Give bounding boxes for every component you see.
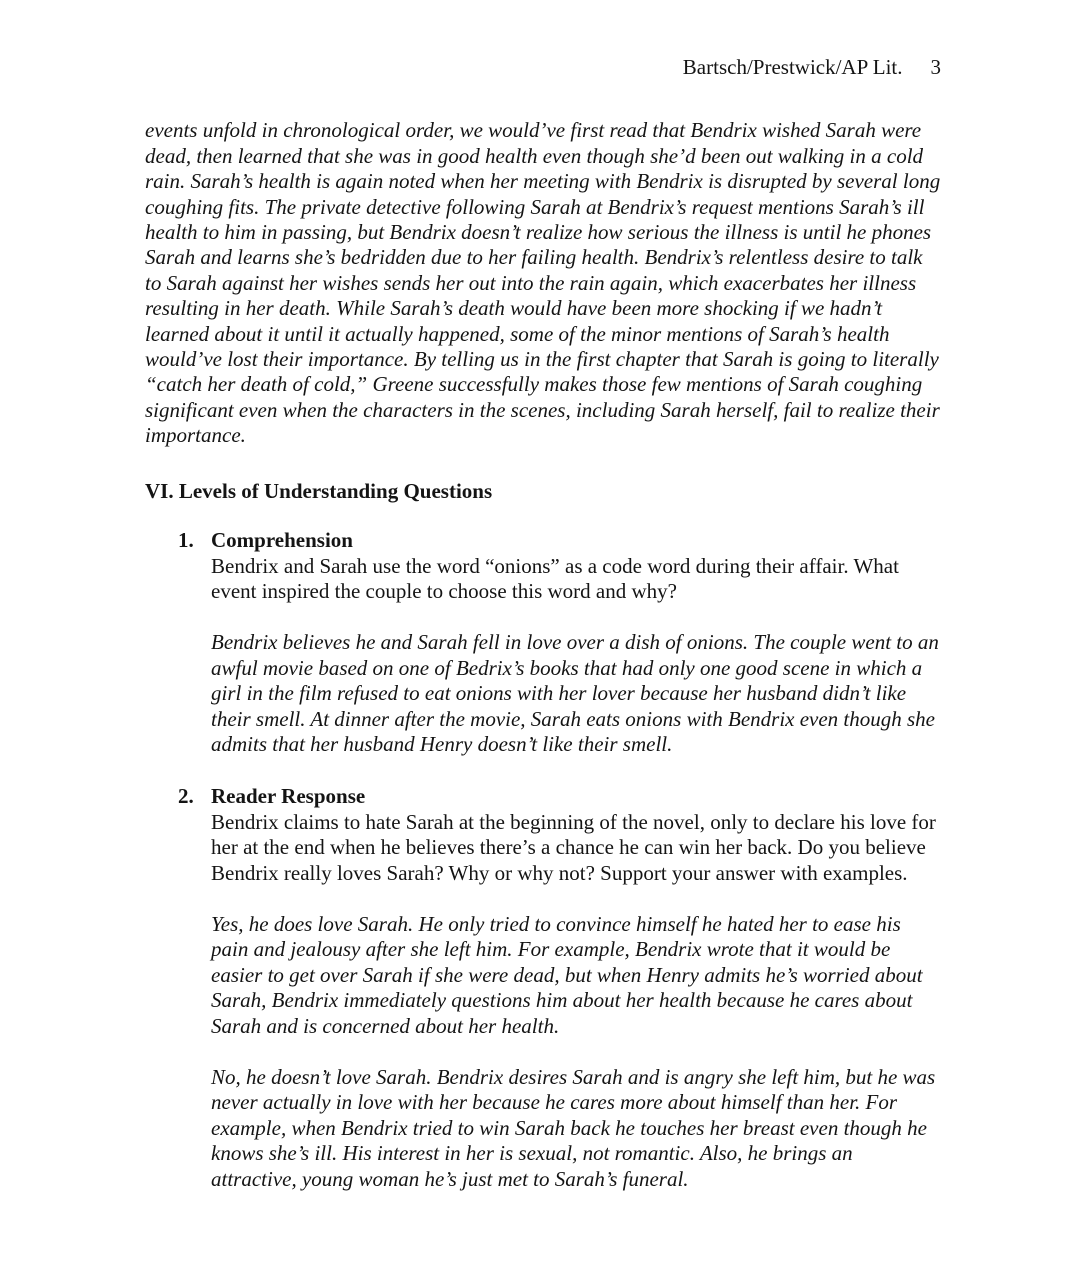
running-head: Bartsch/Prestwick/AP Lit. [682,55,903,79]
answer-paragraph: Yes, he does love Sarah. He only tried to convince himself he hated her to ease his pain and jealousy after she left him. For example, Bendrix wrote that it would be easier to get over Sarah if she were dead, but when Henry admits he’s worried about Sarah, Bendrix immediately questions him about her health because he cares about Sarah and is concerned about her health. [211,911,923,1038]
page-number: 3 [930,55,941,79]
question-title: Comprehension [211,528,353,553]
question-item-comprehension [145,528,941,757]
answer-paragraph: Bendrix believes he and Sarah fell in love over a dish of onions. The couple went to an awful movie based on one of Bedrix’s books that had only one good scene in which a girl in the film refused to eat onions with her lover because her husband didn’t like their smell. At dinner after the movie, Sarah eats onions with Bendrix even though she admits that her husband Henry doesn’t like their smell. [211,630,939,756]
answer-paragraph: No, he doesn’t love Sarah. Bendrix desires Sarah and is angry she left him, but he was never actually in love with her because he cares more about himself than her. For example, when Bendrix tried to win Sarah back he touches her breast even though he knows she’s ill. His interest in her is sexual, not romantic. Also, he brings an attractive, young woman he’s just met to Sarah’s funeral. [211,1065,936,1191]
question-body [211,784,941,1192]
list-number: 2. [178,784,194,809]
intro-paragraph: events unfold in chronological order, we would’ve first read that Bendrix wished Sarah were dead, then learned that she was in good health even though she’d been out walking in a cold rain. Sarah’s health is again noted when her meeting with Bendrix is disrupted by several long coughing fits. The private detective following Sarah at Bendrix’s request mentions Sarah’s ill health to him in passing, but Bendrix doesn’t realize how serious the illness is until he phones Sarah and learns she’s bedridden due to her failing health. Bendrix’s relentless desire to talk to Sarah against her wishes sends her out into the rain again, which exacerbates her illness resulting in her death. While Sarah’s death would have been more shocking if we hadn’t learned about it until it actually happened, some of the minor mentions of Sarah’s health would’ve lost their importance. By telling us in the first chapter that Sarah is going to literally “catch her death of cold,” Greene successfully makes those few mentions of Sarah coughing significant even when the characters in the scenes, including Sarah herself, fail to realize their importance. [145,118,941,448]
questions-list [145,528,941,1192]
question-text: Bendrix claims to hate Sarah at the beginning of the novel, only to declare his love for her at the end when he believes there’s a chance he can win her back. Do you believe Bendrix really loves Sarah? Why or why not? Support your answer with examples. [211,809,936,885]
question-body [211,528,941,757]
page-header [145,55,941,80]
list-number: 1. [178,528,194,553]
section-heading: VI. Levels of Understanding Questions [145,478,493,503]
question-text: Bendrix and Sarah use the word “onions” as a code word during their affair. What event inspired the couple to choose this word and why? [211,553,899,603]
question-item-reader-response [145,784,941,1192]
question-title: Reader Response [211,784,366,809]
